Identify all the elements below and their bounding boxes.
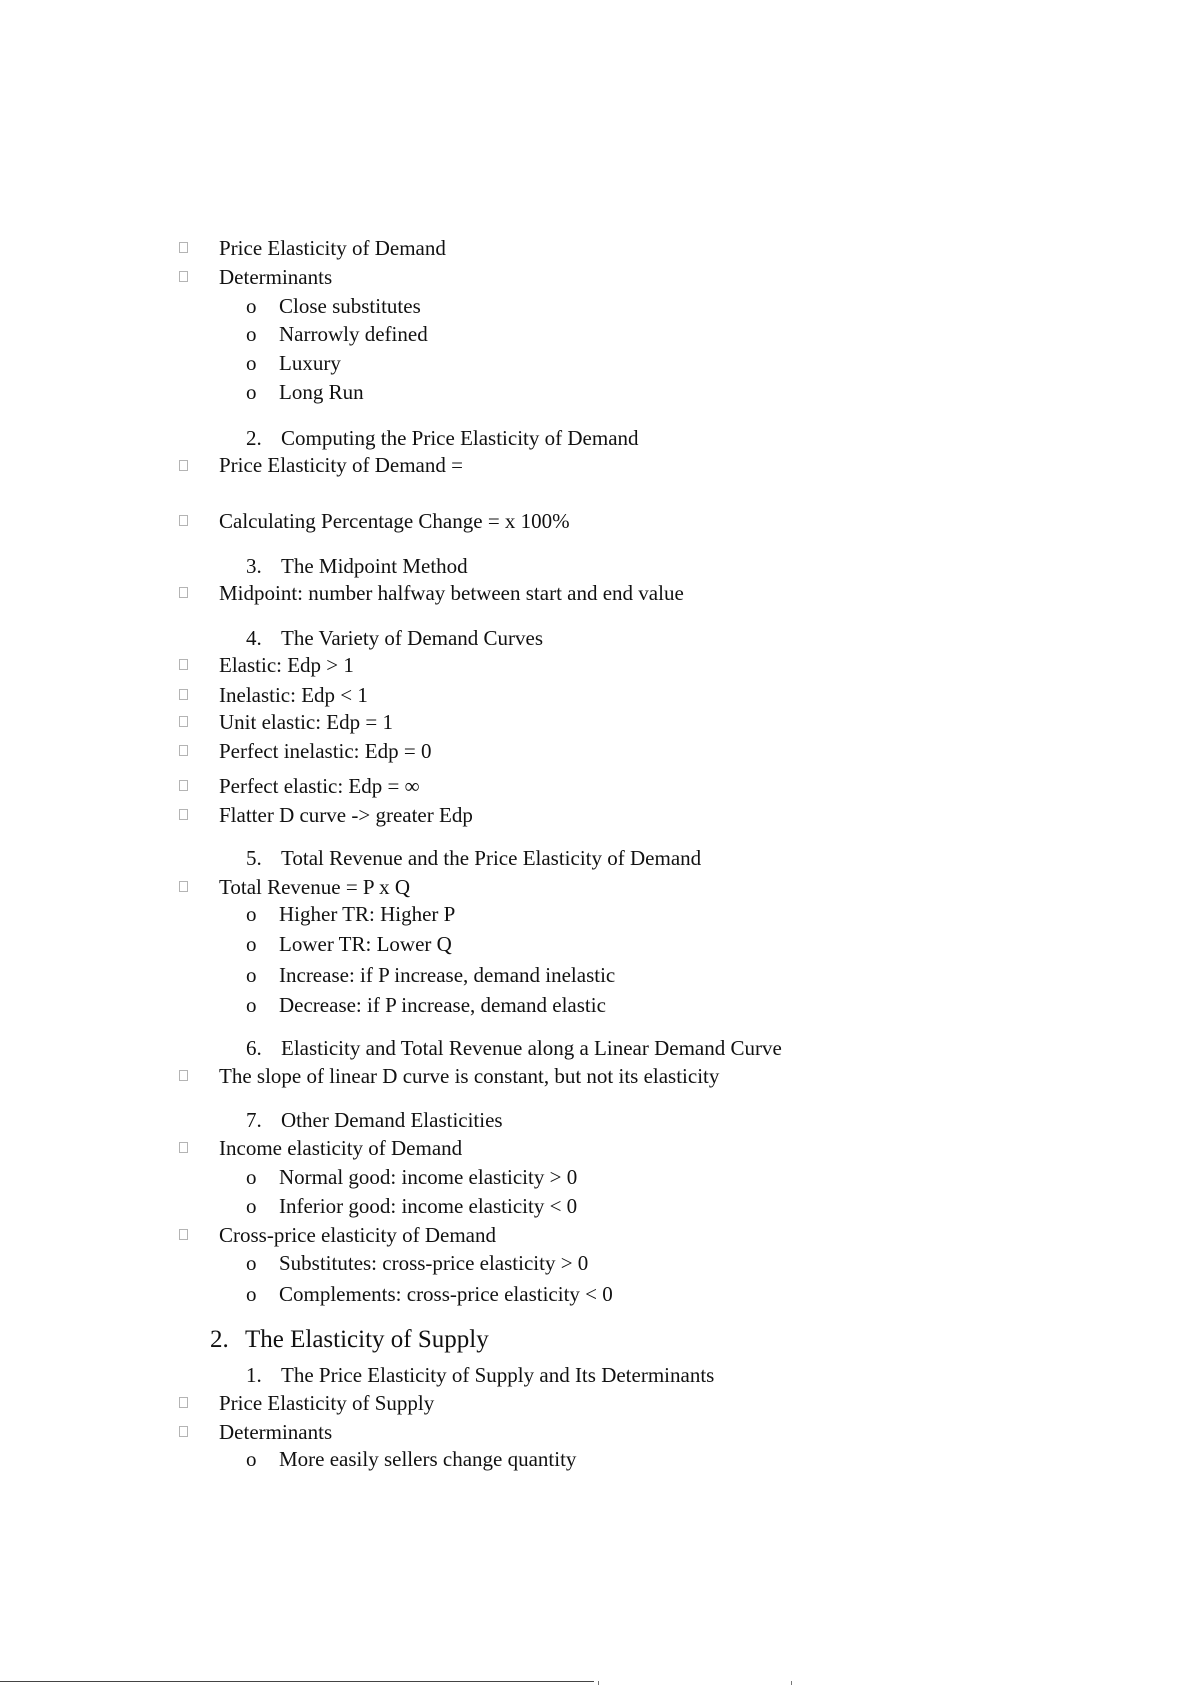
square-bullet-icon <box>179 745 188 756</box>
bullet-text: Inelastic: Edp < 1 <box>219 683 368 707</box>
bullet-text: Unit elastic: Edp = 1 <box>219 710 393 734</box>
bullet-text: Calculating Percentage Change = x 100% <box>219 509 570 533</box>
bullet-text: Price Elasticity of Supply <box>219 1391 435 1415</box>
sub-bullet-text: Increase: if P increase, demand inelastic <box>279 963 616 987</box>
sub-bullet-marker: o <box>246 932 257 956</box>
sub-bullet-text: Inferior good: income elasticity < 0 <box>279 1194 578 1218</box>
square-bullet-icon <box>179 242 188 253</box>
sub-bullet-marker: o <box>246 1194 257 1218</box>
bullet-text: Income elasticity of Demand <box>219 1136 463 1160</box>
sub-bullet-text: More easily sellers change quantity <box>279 1447 577 1471</box>
sub-bullet-text: Complements: cross-price elasticity < 0 <box>279 1282 613 1306</box>
sub-bullet-marker: o <box>246 1282 257 1306</box>
square-bullet-icon <box>179 1142 188 1153</box>
square-bullet-icon <box>179 515 188 526</box>
bullet-text: Midpoint: number halfway between start and end value <box>219 581 684 605</box>
square-bullet-icon <box>179 1397 188 1408</box>
square-bullet-icon <box>179 689 188 700</box>
square-bullet-icon <box>179 659 188 670</box>
sub-bullet-marker: o <box>246 993 257 1017</box>
section-heading: Elasticity and Total Revenue along a Linear Demand Curve <box>281 1036 782 1060</box>
sub-bullet-text: Decrease: if P increase, demand elastic <box>279 993 606 1017</box>
square-bullet-icon <box>179 716 188 727</box>
chapter-heading: The Elasticity of Supply <box>245 1326 489 1353</box>
section-number: 6. <box>246 1036 262 1060</box>
section-heading: The Midpoint Method <box>281 554 468 578</box>
section-heading: Computing the Price Elasticity of Demand <box>281 426 639 450</box>
section-number: 5. <box>246 846 262 870</box>
square-bullet-icon <box>179 881 188 892</box>
bullet-text: Price Elasticity of Demand <box>219 236 446 260</box>
section-number: 2. <box>246 426 262 450</box>
sub-bullet-marker: o <box>246 351 257 375</box>
sub-bullet-marker: o <box>246 1447 257 1471</box>
section-number: 7. <box>246 1108 262 1132</box>
sub-bullet-marker: o <box>246 1165 257 1189</box>
section-heading: Total Revenue and the Price Elasticity of Demand <box>281 846 702 870</box>
footer-tick <box>598 1681 599 1685</box>
chapter-number: 2. <box>210 1326 229 1353</box>
section-number: 1. <box>246 1363 262 1387</box>
bullet-text: The slope of linear D curve is constant, but not its elasticity <box>219 1064 720 1088</box>
square-bullet-icon <box>179 809 188 820</box>
sub-bullet-marker: o <box>246 1251 257 1275</box>
sub-bullet-text: Long Run <box>279 380 364 404</box>
footer-divider <box>0 1681 594 1682</box>
sub-bullet-marker: o <box>246 380 257 404</box>
bullet-text: Price Elasticity of Demand = <box>219 453 463 477</box>
square-bullet-icon <box>179 1426 188 1437</box>
sub-bullet-marker: o <box>246 963 257 987</box>
footer-tick <box>791 1681 792 1685</box>
sub-bullet-text: Narrowly defined <box>279 322 428 346</box>
square-bullet-icon <box>179 1229 188 1240</box>
square-bullet-icon <box>179 1070 188 1081</box>
square-bullet-icon <box>179 587 188 598</box>
bullet-text: Determinants <box>219 265 333 289</box>
square-bullet-icon <box>179 460 188 471</box>
sub-bullet-marker: o <box>246 322 257 346</box>
section-number: 4. <box>246 626 262 650</box>
sub-bullet-text: Substitutes: cross-price elasticity > 0 <box>279 1251 589 1275</box>
sub-bullet-text: Normal good: income elasticity > 0 <box>279 1165 578 1189</box>
bullet-text: Determinants <box>219 1420 333 1444</box>
bullet-text: Elastic: Edp > 1 <box>219 653 354 677</box>
bullet-text: Flatter D curve -> greater Edp <box>219 803 473 827</box>
sub-bullet-text: Higher TR: Higher P <box>279 902 456 926</box>
sub-bullet-text: Close substitutes <box>279 294 421 318</box>
bullet-text: Cross-price elasticity of Demand <box>219 1223 496 1247</box>
sub-bullet-text: Lower TR: Lower Q <box>279 932 452 956</box>
bullet-text: Total Revenue = P x Q <box>219 875 410 899</box>
section-heading: The Price Elasticity of Supply and Its Determinants <box>281 1363 715 1387</box>
sub-bullet-marker: o <box>246 902 257 926</box>
sub-bullet-text: Luxury <box>279 351 341 375</box>
sub-bullet-marker: o <box>246 294 257 318</box>
bullet-text: Perfect inelastic: Edp = 0 <box>219 739 432 763</box>
section-number: 3. <box>246 554 262 578</box>
bullet-text: Perfect elastic: Edp = ∞ <box>219 774 420 798</box>
section-heading: The Variety of Demand Curves <box>281 626 544 650</box>
section-heading: Other Demand Elasticities <box>281 1108 503 1132</box>
square-bullet-icon <box>179 780 188 791</box>
square-bullet-icon <box>179 271 188 282</box>
